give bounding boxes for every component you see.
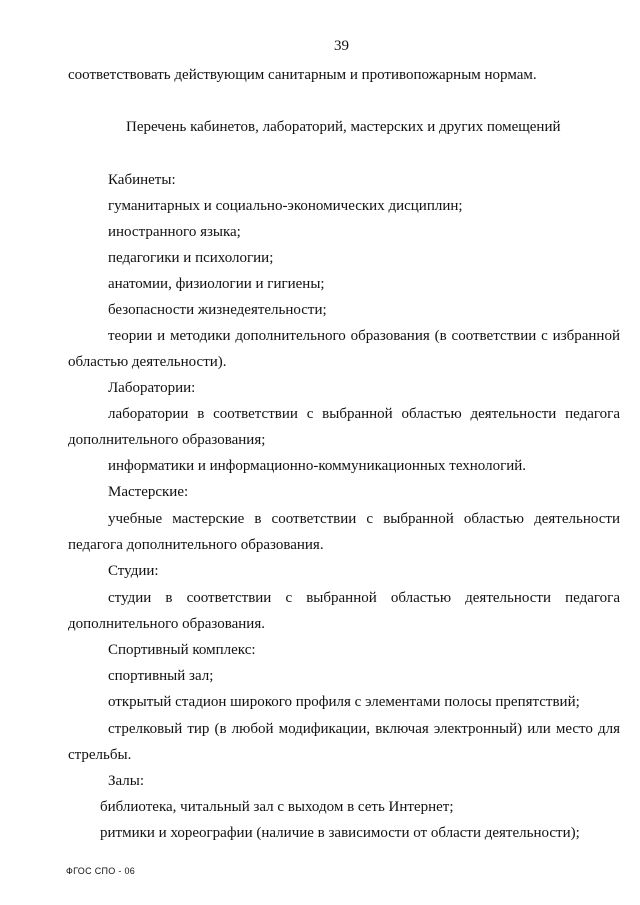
list-item: безопасности жизнедеятельности; — [108, 302, 327, 318]
list-item: гуманитарных и социально-экономических дисциплин; — [108, 198, 463, 214]
list-item: теории и методики дополнительного образования (в соответствии с избранной — [108, 328, 620, 344]
cabinets-heading: Кабинеты: — [108, 172, 176, 188]
workshops-heading: Мастерские: — [108, 484, 189, 500]
sports-heading: Спортивный комплекс: — [108, 642, 256, 658]
list-item: лаборатории в соответствии с выбранной областью деятельности педагога — [108, 406, 620, 422]
list-item: анатомии, физиологии и гигиены; — [108, 276, 325, 292]
list-item: спортивный зал; — [108, 668, 214, 684]
list-item-continuation: педагога дополнительного образования. — [68, 537, 324, 553]
studios-heading: Студии: — [108, 563, 159, 579]
list-item: библиотека, читальный зал с выходом в сеть Интернет; — [100, 799, 454, 815]
labs-heading: Лаборатории: — [108, 380, 196, 396]
intro-line: соответствовать действующим санитарным и противопожарным нормам. — [68, 67, 537, 83]
footer-code: ФГОС СПО - 06 — [66, 866, 136, 876]
page-number: 39 — [334, 38, 349, 54]
list-item-continuation: областью деятельности). — [68, 354, 227, 370]
list-item-continuation: дополнительного образования. — [68, 616, 265, 632]
list-item: студии в соответствии с выбранной областью деятельности педагога — [108, 590, 620, 606]
list-item: учебные мастерские в соответствии с выбранной областью деятельности — [108, 511, 620, 527]
list-item: стрелковый тир (в любой модификации, включая электронный) или место для — [108, 721, 620, 737]
halls-heading: Залы: — [108, 773, 145, 789]
list-item-continuation: стрельбы. — [68, 747, 132, 763]
list-item-continuation: дополнительного образования; — [68, 432, 266, 448]
list-item: ритмики и хореографии (наличие в зависимости от области деятельности); — [100, 825, 580, 841]
list-item: педагогики и психологии; — [108, 250, 274, 266]
list-item: иностранного языка; — [108, 224, 241, 240]
list-item: открытый стадион широкого профиля с элементами полосы препятствий; — [108, 694, 580, 710]
list-item: информатики и информационно-коммуникационных технологий. — [108, 458, 527, 474]
section-title: Перечень кабинетов, лабораторий, мастерских и других помещений — [126, 119, 561, 135]
